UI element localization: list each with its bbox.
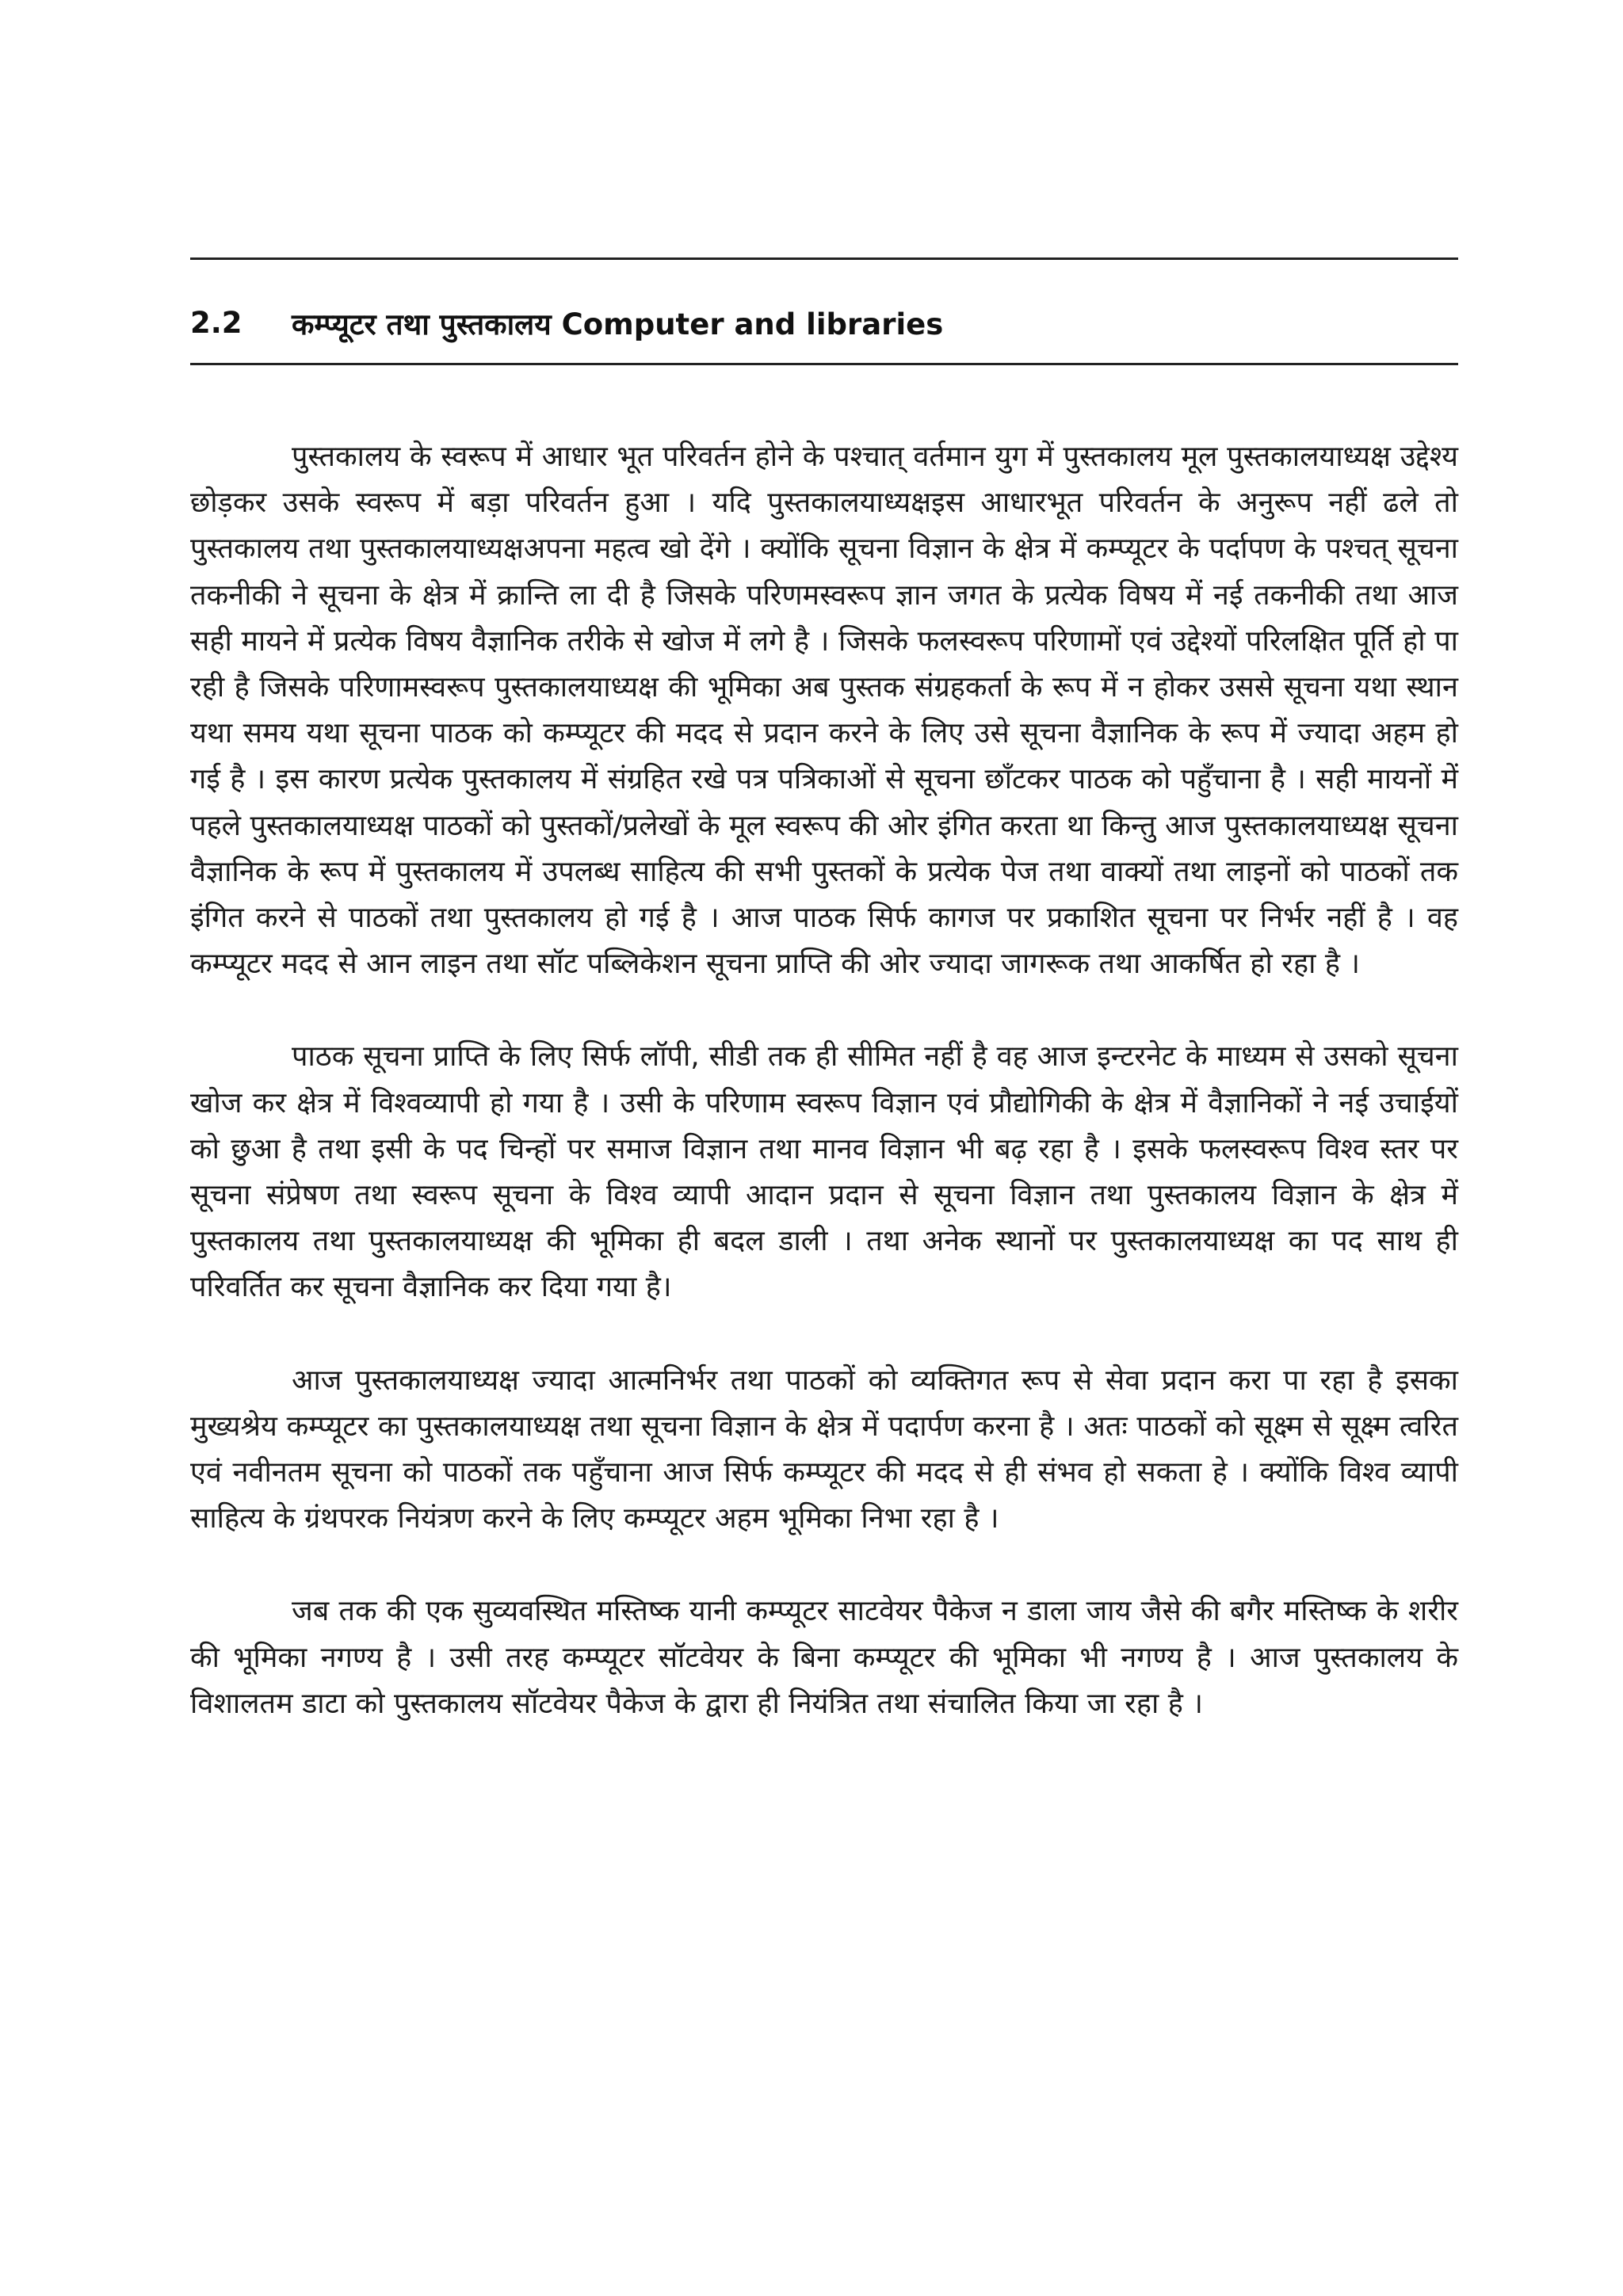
bottom-rule [190, 363, 1458, 365]
top-rule [190, 257, 1458, 260]
section-number: 2.2 [190, 305, 242, 340]
paragraph-2: पाठक सूचना प्राप्ति के लिए सिर्फ लॉपी, सीडी तक ही सीमित नहीं है वह आज इन्टरनेट के माध्यम से उसको सूचना खोज कर क्षेत्र में विश्वव्यापी हो गया है । उसी के परिणाम स्वरूप विज्ञान एवं प्रौद्योगिकी के क्षेत्र में वैज्ञानिकों ने नई उचाईयों को छुआ है तथा इसी के पद चिन्हों पर समाज विज्ञान तथा मानव विज्ञान भी बढ़ रहा है । इसके फलस्वरूप विश्व स्तर पर सूचना संप्रेषण तथा स्वरूप सूचना के विश्व व्यापी आदान प्रदान से सूचना विज्ञान तथा पुस्तकालय विज्ञान के क्षेत्र में पुस्तकालय तथा पुस्तकालयाध्यक्ष की भूमिका ही बदल डाली । तथा अनेक स्थानों पर पुस्तकालयाध्यक्ष का पद साथ ही परिवर्तित कर सूचना वैज्ञानिक कर दिया गया है। [190, 1040, 1458, 1304]
paragraph-4: जब तक की एक सुव्यवस्थित मस्तिष्क यानी कम्प्यूटर साटवेयर पैकेज न डाला जाय जैसे की बगैर मस्तिष्क के शरीर की भूमिका नगण्य है । उसी तरह कम्प्यूटर सॉटवेयर के बिना कम्प्यूटर की भूमिका भी नगण्य है । आज पुस्तकालय के विशालतम डाटा को पुस्तकालय सॉटवेयर पैकेज के द्वारा ही नियंत्रित तथा संचालित किया जा रहा है । [190, 1595, 1458, 1720]
paragraph-1: पुस्तकालय के स्वरूप में आधार भूत परिवर्तन होने के पश्चात् वर्तमान युग में पुस्तकालय मूल पुस्तकालयाध्यक्ष उद्देश्य छोड़कर उसके स्वरूप में बड़ा परिवर्तन हुआ । यदि पुस्तकालयाध्यक्षइस आधारभूत परिवर्तन के अनुरूप नहीं ढले तो पुस्तकालय तथा पुस्तकालयाध्यक्षअपना महत्व खो देंगे । क्योंकि सूचना विज्ञान के क्षेत्र में कम्प्यूटर के पर्दापण के पश्चत् सूचना तकनीकी ने सूचना के क्षेत्र में क्रान्ति ला दी है जिसके परिणमस्वरूप ज्ञान जगत के प्रत्येक विषय में नई तकनीकी तथा आज सही मायने में प्रत्येक विषय वैज्ञानिक तरीके से खोज में लगे है । जिसके फलस्वरूप परिणामों एवं उद्देश्यों परिलक्षित पूर्ति हो पा रही है जिसके परिणामस्वरूप पुस्तकालयाध्यक्ष की भूमिका अब पुस्तक संग्रहकर्ता के रूप में न होकर उससे सूचना यथा स्थान यथा समय यथा सूचना पाठक को कम्प्यूटर की मदद से प्रदान करने के लिए उसे सूचना वैज्ञानिक के रूप में ज्यादा अहम हो गई है । इस कारण प्रत्येक पुस्तकालय में संग्रहित रखे पत्र पत्रिकाओं से सूचना छाँटकर पाठक को पहुँचाना है । सही मायनों में पहले पुस्तकालयाध्यक्ष पाठकों को पुस्तकों/प्रलेखों के मूल स्वरूप की ओर इंगित करता था किन्तु आज पुस्तकालयाध्यक्ष सूचना वैज्ञानिक के रूप में पुस्तकालय में उपलब्ध साहित्य की सभी पुस्तकों के प्रत्येक पेज तथा वाक्यों तथा लाइनों को पाठकों तक इंगित करने से पाठकों तथा पुस्तकालय हो गई है । आज पाठक सिर्फ कागज पर प्रकाशित सूचना पर निर्भर नहीं है । वह कम्प्यूटर मदद से आन लाइन तथा सॉट पब्लिकेशन सूचना प्राप्ति की ओर ज्यादा जागरूक तथा आकर्षित हो रहा है । [190, 441, 1458, 981]
section-heading [190, 295, 1458, 350]
paragraph-3: आज पुस्तकालयाध्यक्ष ज्यादा आत्मनिर्भर तथा पाठकों को व्यक्तिगत रूप से सेवा प्रदान करा पा रहा है इसका मुख्यश्रेय कम्प्यूटर का पुस्तकालयाध्यक्ष तथा सूचना विज्ञान के क्षेत्र में पदार्पण करना है । अतः पाठकों को सूक्ष्म से सूक्ष्म त्वरित एवं नवीनतम सूचना को पाठकों तक पहुँचाना आज सिर्फ कम्प्यूटर की मदद से ही संभव हो सकता हे । क्योंकि विश्व व्यापी साहित्य के ग्रंथपरक नियंत्रण करने के लिए कम्प्यूटर अहम भूमिका निभा रहा है । [190, 1363, 1458, 1535]
body-text [190, 434, 1458, 1727]
section-title: कम्प्यूटर तथा पुस्तकालय Computer and libraries [292, 307, 944, 341]
